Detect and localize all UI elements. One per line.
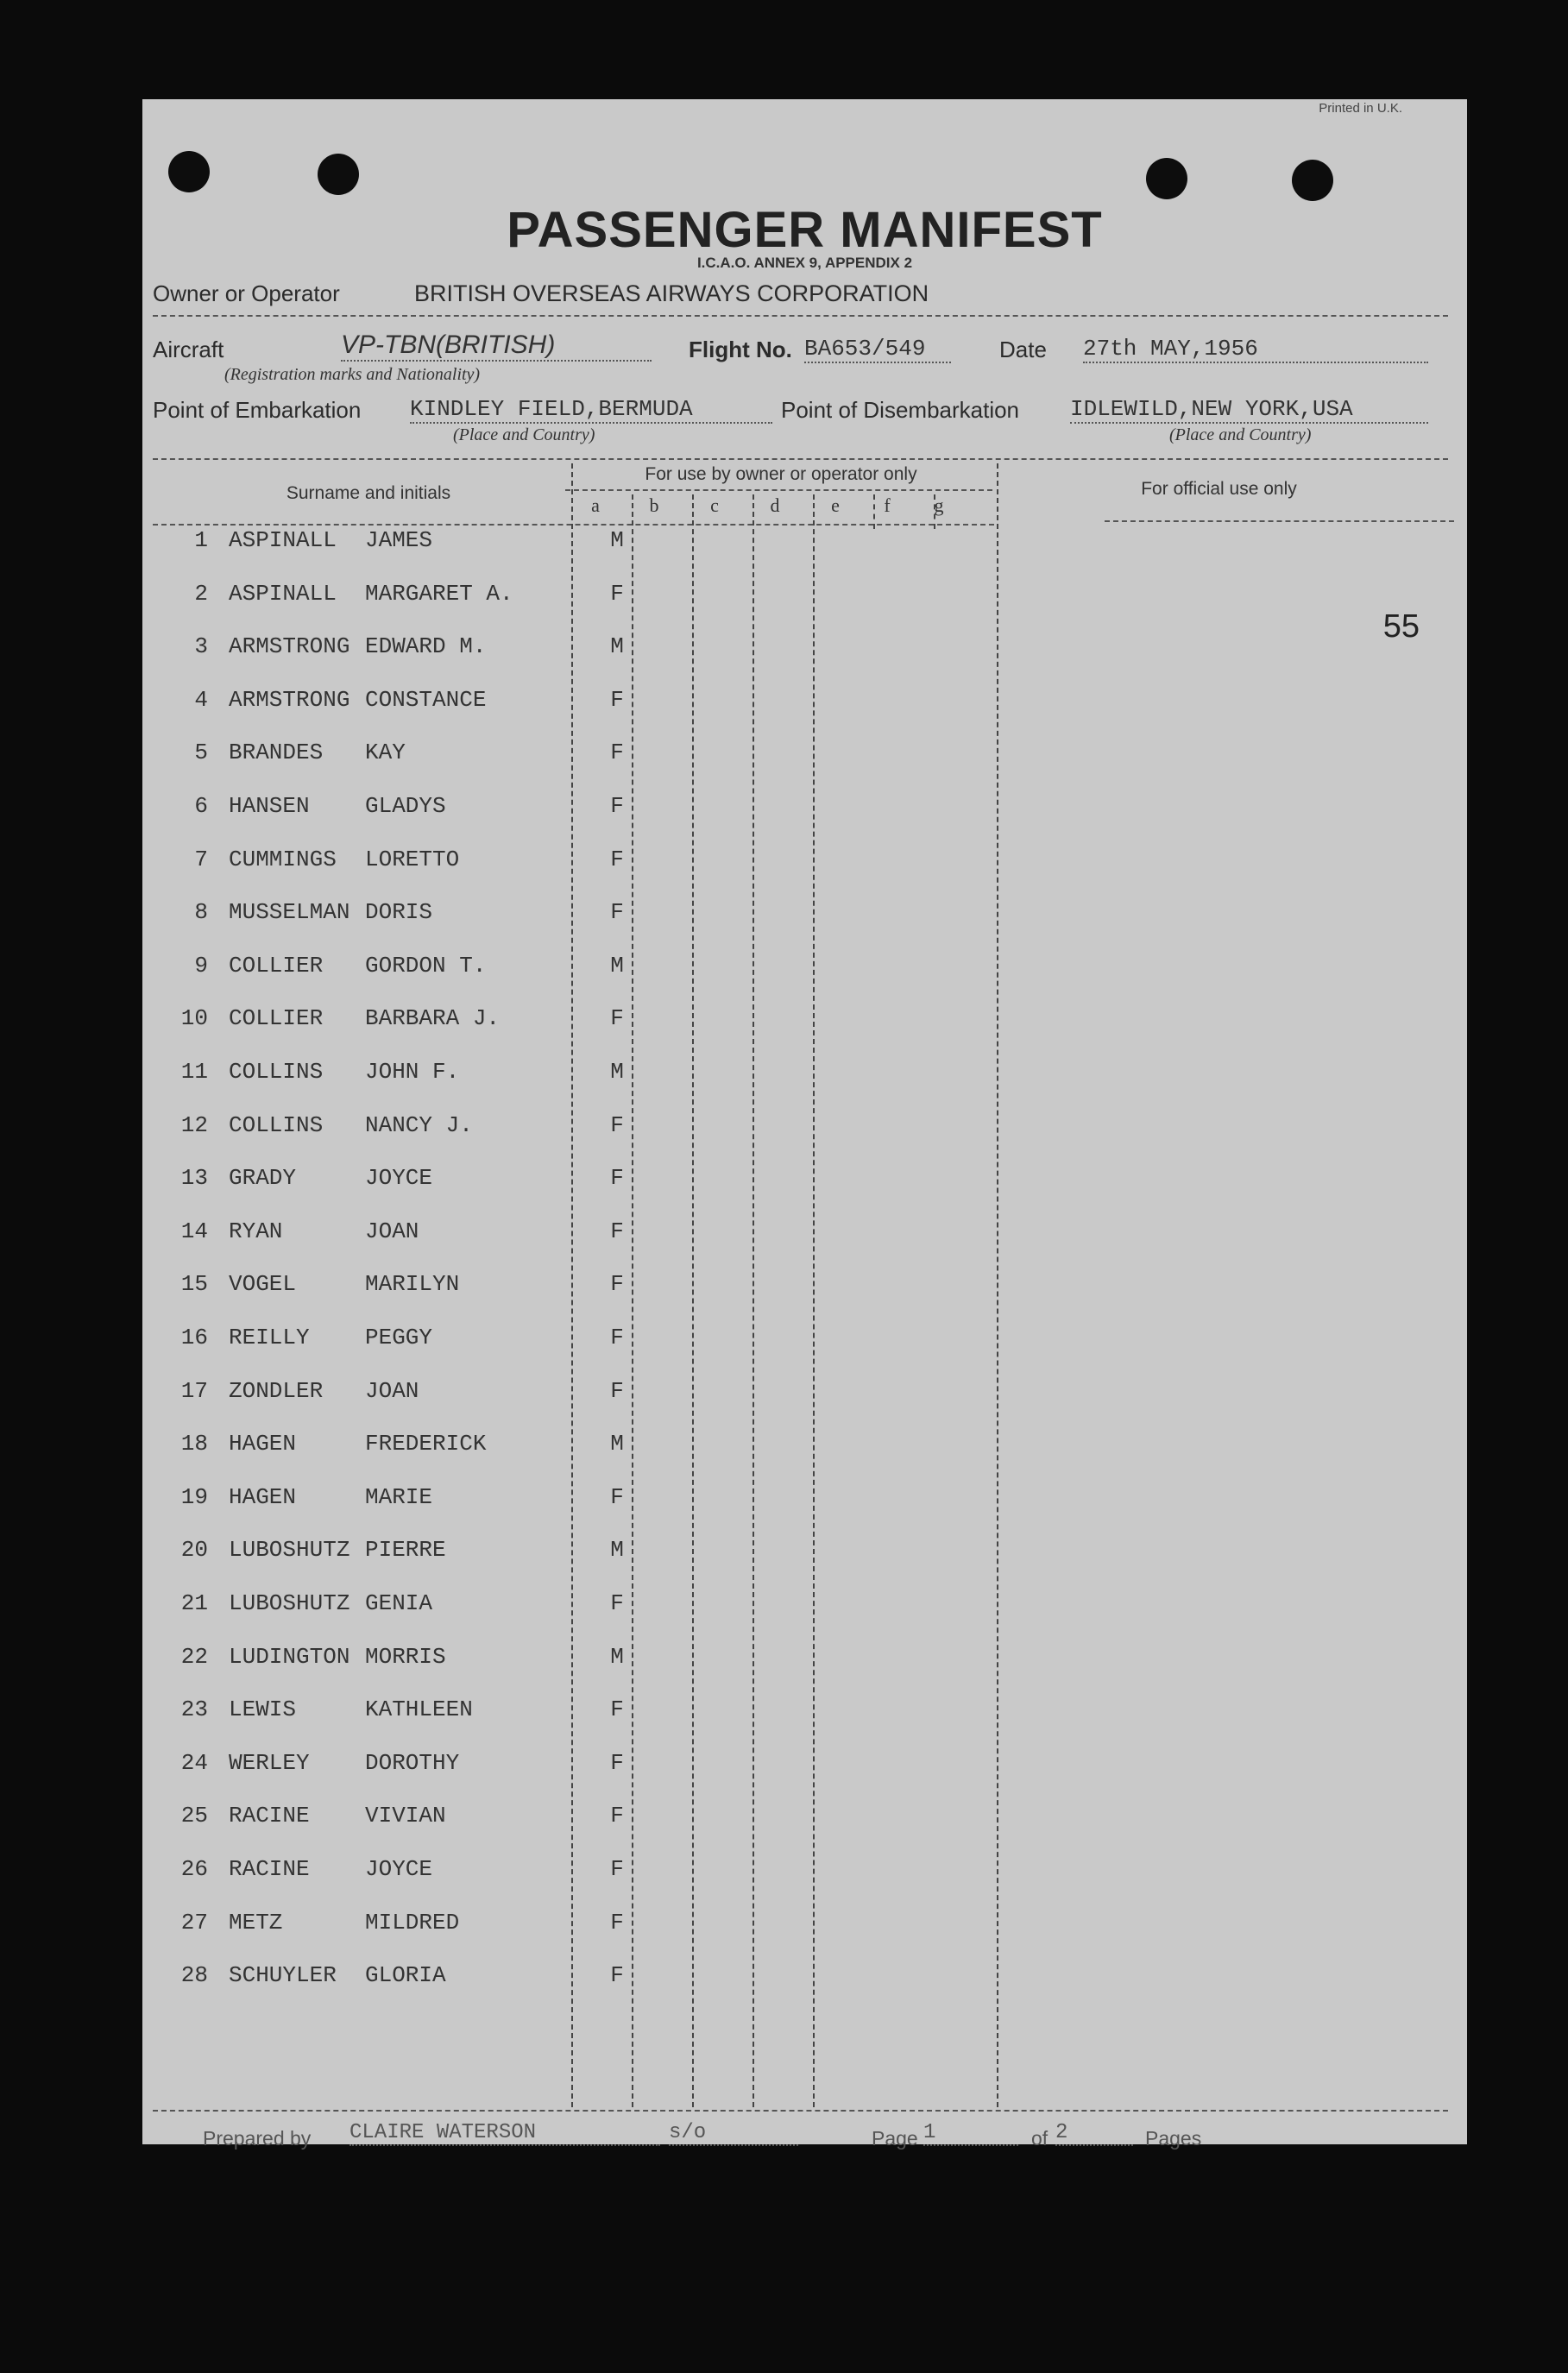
passenger-given-name: DOROTHY: [365, 1749, 460, 1776]
divider: [153, 315, 1448, 317]
date-label: Date: [999, 337, 1047, 362]
passenger-sex: F: [610, 1377, 624, 1404]
embarkation-value: KINDLEY FIELD,BERMUDA: [410, 396, 772, 424]
punch-hole: [1146, 158, 1187, 199]
punch-hole: [1292, 160, 1333, 201]
row-number: 27: [180, 1909, 208, 1936]
row-number: 2: [194, 580, 208, 607]
passenger-given-name: LORETTO: [365, 846, 460, 872]
col-letter-e: e: [831, 494, 840, 516]
row-number: 15: [180, 1271, 208, 1298]
passenger-sex: F: [610, 1909, 624, 1936]
owner-column-header: For use by owner or operator only: [645, 464, 917, 484]
divider: [153, 524, 994, 526]
passenger-given-name: PEGGY: [365, 1325, 433, 1350]
passenger-given-name: MORRIS: [365, 1643, 446, 1670]
row-number: 13: [180, 1165, 208, 1192]
table-row: [142, 1325, 1178, 1378]
passenger-sex: F: [610, 580, 624, 607]
passenger-given-name: DORIS: [365, 899, 433, 926]
of-label: of: [1031, 2127, 1048, 2150]
passenger-surname: GRADY: [229, 1165, 297, 1192]
embarkation-label: Point of Embarkation: [153, 397, 362, 423]
col-letter-a: a: [591, 494, 600, 516]
table-row: [142, 1590, 1178, 1644]
table-row: [142, 740, 1178, 793]
table-row: [142, 1431, 1178, 1484]
manifest-sheet: [142, 99, 1467, 2150]
passenger-surname: REILLY: [229, 1325, 310, 1350]
passenger-surname: RACINE: [229, 1856, 310, 1882]
passenger-given-name: JOYCE: [365, 1856, 433, 1882]
passenger-sex: F: [610, 1165, 624, 1192]
prepared-label: Prepared by: [203, 2127, 312, 2150]
row-number: 22: [180, 1643, 208, 1670]
row-number: 3: [194, 633, 208, 660]
table-row: [142, 1910, 1178, 1963]
passenger-surname: RYAN: [229, 1218, 283, 1244]
table-row: [142, 1005, 1178, 1059]
row-number: 8: [194, 899, 208, 926]
passenger-surname: COLLINS: [229, 1059, 324, 1085]
table-row: [142, 1962, 1178, 2016]
printed-note: Printed in U.K.: [1319, 101, 1402, 116]
passenger-given-name: NANCY J.: [365, 1111, 473, 1138]
of-value: 2: [1055, 2121, 1133, 2146]
col-letter-g: g: [934, 494, 944, 516]
passenger-sex: F: [610, 1856, 624, 1882]
prepared-suffix: s/o: [669, 2121, 798, 2146]
table-row: [142, 1484, 1178, 1538]
passenger-sex: F: [610, 740, 624, 766]
passenger-given-name: GLADYS: [365, 793, 446, 819]
disembarkation-label: Point of Disembarkation: [781, 397, 1020, 423]
passenger-sex: F: [610, 793, 624, 819]
punch-hole: [318, 154, 359, 195]
row-number: 4: [194, 686, 208, 713]
passenger-given-name: PIERRE: [365, 1537, 446, 1564]
passenger-surname: ARMSTRONG: [229, 686, 350, 713]
passenger-given-name: VIVIAN: [365, 1803, 446, 1829]
passenger-surname: WERLEY: [229, 1749, 310, 1776]
passenger-sex: M: [610, 1059, 624, 1085]
passenger-sex: M: [610, 633, 624, 660]
passenger-given-name: FREDERICK: [365, 1431, 487, 1457]
passenger-surname: ASPINALL: [229, 580, 337, 607]
page-title: PASSENGER MANIFEST: [507, 202, 1103, 258]
passenger-sex: F: [610, 1696, 624, 1723]
table-row: [142, 1378, 1178, 1432]
page-label: Page: [872, 2127, 918, 2150]
passenger-sex: M: [610, 952, 624, 979]
row-number: 12: [180, 1111, 208, 1138]
page-value: 1: [923, 2121, 1018, 2146]
divider: [565, 489, 992, 491]
passenger-sex: M: [610, 1643, 624, 1670]
passenger-sex: F: [610, 1803, 624, 1829]
passenger-given-name: JOHN F.: [365, 1059, 460, 1085]
table-row: [142, 1218, 1178, 1272]
passenger-given-name: CONSTANCE: [365, 686, 487, 713]
col-letter-f: f: [884, 494, 891, 516]
passenger-surname: COLLINS: [229, 1111, 324, 1138]
passenger-given-name: KATHLEEN: [365, 1696, 473, 1723]
passenger-surname: VOGEL: [229, 1271, 297, 1298]
passenger-surname: MUSSELMAN: [229, 899, 350, 926]
name-column-header: Surname and initials: [286, 483, 451, 503]
passenger-surname: LUDINGTON: [229, 1643, 350, 1670]
passenger-given-name: BARBARA J.: [365, 1005, 501, 1032]
passenger-surname: COLLIER: [229, 1005, 324, 1032]
passenger-surname: HANSEN: [229, 793, 310, 819]
divider: [153, 2110, 1448, 2112]
row-number: 23: [180, 1696, 208, 1723]
passenger-given-name: JAMES: [365, 527, 433, 553]
punch-hole: [168, 151, 210, 192]
passenger-sex: M: [610, 527, 624, 553]
table-row: [142, 527, 1178, 581]
passenger-given-name: KAY: [365, 740, 406, 766]
passenger-given-name: GENIA: [365, 1590, 433, 1616]
table-row: [142, 581, 1178, 634]
table-row: [142, 687, 1178, 740]
row-number: 17: [180, 1377, 208, 1404]
page-subtitle: I.C.A.O. ANNEX 9, APPENDIX 2: [696, 255, 913, 271]
passenger-given-name: MARILYN: [365, 1271, 460, 1298]
divider: [153, 458, 1448, 460]
table-row: [142, 1750, 1178, 1803]
aircraft-hint: (Registration marks and Nationality): [224, 365, 481, 384]
row-number: 18: [180, 1431, 208, 1457]
col-letter-d: d: [770, 494, 780, 516]
aircraft-value: VP-TBN(BRITISH): [341, 330, 652, 362]
pages-label: Pages: [1145, 2127, 1202, 2150]
row-number: 24: [180, 1749, 208, 1776]
flight-value: BA653/549: [804, 336, 951, 363]
column-rule: [934, 494, 935, 529]
passenger-surname: COLLIER: [229, 952, 324, 979]
divider: [1105, 520, 1454, 522]
passenger-sex: F: [610, 1271, 624, 1298]
passenger-surname: LEWIS: [229, 1696, 297, 1723]
passenger-surname: HAGEN: [229, 1483, 297, 1510]
row-number: 20: [180, 1537, 208, 1564]
passenger-sex: F: [610, 1005, 624, 1032]
passenger-sex: F: [610, 899, 624, 926]
passenger-surname: ASPINALL: [229, 527, 337, 553]
row-number: 21: [180, 1590, 208, 1616]
passenger-given-name: GLORIA: [365, 1962, 446, 1989]
row-number: 1: [194, 527, 208, 553]
row-number: 28: [180, 1962, 208, 1989]
embarkation-hint: (Place and Country): [453, 425, 595, 444]
passenger-sex: F: [610, 1962, 624, 1989]
table-row: [142, 1271, 1178, 1325]
disembarkation-value: IDLEWILD,NEW YORK,USA: [1070, 396, 1428, 424]
passenger-sex: F: [610, 1325, 624, 1350]
table-row: [142, 899, 1178, 953]
passenger-surname: SCHUYLER: [229, 1962, 337, 1989]
passenger-given-name: JOAN: [365, 1377, 419, 1404]
passenger-given-name: MILDRED: [365, 1909, 460, 1936]
date-value: 27th MAY,1956: [1083, 336, 1428, 363]
passenger-surname: BRANDES: [229, 740, 324, 766]
passenger-surname: RACINE: [229, 1803, 310, 1829]
table-row: [142, 1696, 1178, 1750]
passenger-surname: LUBOSHUTZ: [229, 1590, 350, 1616]
passenger-given-name: JOAN: [365, 1218, 419, 1244]
passenger-surname: LUBOSHUTZ: [229, 1537, 350, 1564]
table-row: [142, 953, 1178, 1006]
table-row: [142, 1112, 1178, 1166]
row-number: 14: [180, 1218, 208, 1244]
row-number: 25: [180, 1803, 208, 1829]
aircraft-label: Aircraft: [153, 337, 224, 362]
table-row: [142, 793, 1178, 847]
column-rule: [873, 494, 875, 529]
passenger-sex: F: [610, 1483, 624, 1510]
passenger-surname: HAGEN: [229, 1431, 297, 1457]
passenger-surname: CUMMINGS: [229, 846, 337, 872]
passenger-sex: F: [610, 1590, 624, 1616]
passenger-given-name: GORDON T.: [365, 952, 487, 979]
passenger-sex: F: [610, 686, 624, 713]
passenger-sex: M: [610, 1431, 624, 1457]
table-row: [142, 633, 1178, 687]
row-number: 6: [194, 793, 208, 819]
row-number: 7: [194, 846, 208, 872]
passenger-sex: M: [610, 1537, 624, 1564]
owner-label: Owner or Operator: [153, 280, 340, 306]
passenger-given-name: JOYCE: [365, 1165, 433, 1192]
passenger-sex: F: [610, 1749, 624, 1776]
table-row: [142, 1803, 1178, 1856]
row-number: 5: [194, 740, 208, 766]
row-number: 16: [180, 1325, 208, 1350]
passenger-given-name: EDWARD M.: [365, 633, 487, 660]
row-number: 19: [180, 1483, 208, 1510]
table-row: [142, 847, 1178, 900]
passenger-given-name: MARGARET A.: [365, 580, 513, 607]
official-column-header: For official use only: [1141, 479, 1297, 499]
prepared-value: CLAIRE WATERSON: [349, 2121, 660, 2146]
passenger-sex: F: [610, 1111, 624, 1138]
owner-value: BRITISH OVERSEAS AIRWAYS CORPORATION: [414, 280, 929, 306]
passenger-surname: ARMSTRONG: [229, 633, 350, 660]
passenger-surname: METZ: [229, 1909, 283, 1936]
table-row: [142, 1644, 1178, 1697]
table-row: [142, 1537, 1178, 1590]
passenger-surname: ZONDLER: [229, 1377, 324, 1404]
table-row: [142, 1059, 1178, 1112]
row-number: 10: [180, 1005, 208, 1032]
col-letter-c: c: [710, 494, 719, 516]
col-letter-b: b: [649, 494, 659, 516]
table-row: [142, 1856, 1178, 1910]
passenger-given-name: MARIE: [365, 1483, 433, 1510]
row-number: 11: [180, 1059, 208, 1085]
table-row: [142, 1165, 1178, 1218]
row-number: 9: [194, 952, 208, 979]
row-number: 26: [180, 1856, 208, 1882]
official-number: 55: [1382, 608, 1420, 645]
passenger-sex: F: [610, 1218, 624, 1244]
disembarkation-hint: (Place and Country): [1169, 425, 1312, 444]
flight-label: Flight No.: [689, 337, 792, 362]
passenger-sex: F: [610, 846, 624, 872]
